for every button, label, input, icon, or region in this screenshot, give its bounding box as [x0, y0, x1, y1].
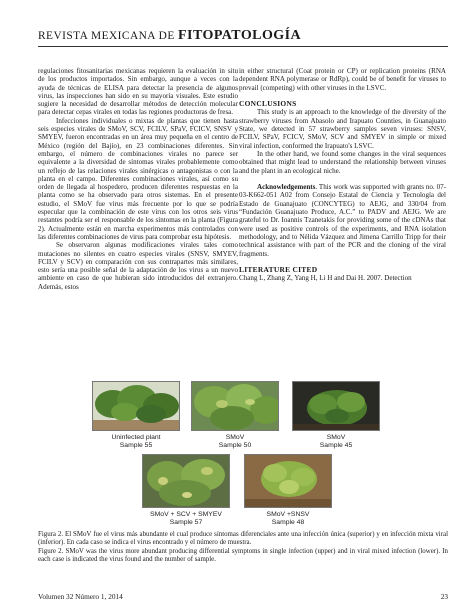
- reference-1: Chang L, Zhang Z, Yang H, Li H and Dai H. 2007. Detection: [239, 274, 412, 283]
- conclusions-paragraph-1: This study is an approach to the knowledge of the diversity of the strawberry viruses from Abasolo and Irapuato Counties, in Guanajuato State, we detected in 57 strawberry samples seven viruses: SNSV, FCILV, SPaV, FCICV, SMoV, SCV and SMYEV in simple or mixed viral infection, conformed the Irapuato's LSVC.: [239, 108, 446, 150]
- journal-title: [38, 28, 301, 44]
- page-number: 23: [440, 592, 448, 601]
- right-column: [239, 67, 446, 283]
- conclusions-paragraph-2: In the other hand, we found some changes in the viral sequences obtained that might lead to understand the relationship between viruses and the plant in an ecological niche.: [239, 149, 446, 175]
- panel-3-label: SMoV: [326, 434, 346, 441]
- journal-header: [38, 22, 448, 48]
- panel-1-caption: [90, 434, 182, 450]
- panel-4-sample: Sample 57: [169, 519, 203, 526]
- panel-5-label: SMoV +SNSV: [266, 511, 310, 518]
- figure-panel-smov-snsv-48: [240, 454, 336, 529]
- plant-photo-smov-snsv-48: [244, 454, 332, 508]
- panel-1-sample: Sample 55: [119, 442, 153, 449]
- panel-5-caption: [240, 511, 336, 527]
- plant-photo-mixed-57: [142, 454, 230, 508]
- left-paragraph-2: Infecciones individuales o mixtas de plantas que tienen hasta seis especies virales de SMoV, SCV, FCILV, SPaV, FCICV, SNSV y SMYEV, fueron encontradas en un área muy pequeña en el centro de México (región del Bajío), en 23 combinaciones diferentes. Sin embargo, el número de combinaciones virales no parece ser equivalente a la diversidad de síntomas virales probablemente como un reflejo de las relaciones virales sinérgicas o antagonistas o con la planta en el campo. Diferentes combinaciones virales, así como su orden de llegada al hospedero, producen diferentes respuestas en la planta como se ha observado para otros sistemas. En el presente estudio, el SMoV fue virus más frecuente por lo que se podría especular que la combinación de este virus con los otros seis virus restantes podría ser el responsable de los síntomas en la planta (Figura 2). Actualmente están en marcha experimentos más controlados con las diferentes combinaciones de virus para comprobar esta hipótesis.: [38, 116, 238, 241]
- plant-photo-smov-45: [292, 381, 380, 431]
- figure-caption-spanish: Figura 2. El SMoV fue el virus más abundante el cual produce síntomas diferenciales ante una infección única (superior) y en infección mixta viral (inferior). En cada caso se indica el virus encontrado y el número de muestra.: [38, 531, 448, 547]
- panel-3-sample: Sample 45: [319, 442, 353, 449]
- left-column: [38, 67, 238, 291]
- literature-cited-heading: LITERATURE CITED: [239, 265, 318, 275]
- acknowledgements-text: . This work was supported with grants no. 07-03-K662-051 A02 from Consejo Estatal de Ciencia y Tecnología del Estado de Guanajuato (CONCYTEG) to AEJG, and 330/04 from “Fundación Guanajuato Produce, A.C.” to PADV and AEJG. We are grateful to Dr. Ioannis Tzanetakis for providing some of the cDNAs that were used as positive controls of the experiments, and RNA isolation methodology, and to Nélida Vázquez and Jimena Carrillo Tripp for their technical assistance with part of the PCR and the cloning of the viral fragments.: [239, 183, 446, 258]
- figure-caption: [38, 531, 448, 564]
- panel-4-caption: [138, 511, 234, 527]
- figure-panel-smov-50: [189, 381, 281, 451]
- figure-panel-mixed-57: [138, 454, 234, 529]
- conclusions-heading: CONCLUSIONS: [239, 99, 297, 109]
- journal-prefix: REVISTA MEXICANA DE: [38, 30, 175, 42]
- panel-2-caption: [189, 434, 281, 450]
- figure-panel-smov-45: [288, 381, 384, 451]
- panel-2-label: SMoV: [225, 434, 245, 441]
- right-paragraph-1: in either structural (Coat protein or CP) or replication proteins (RNA dependent RNA polymerase or RdRp), could be of benefit for viruses to prevail (competing) with other viruses in the LSVC.: [239, 67, 446, 92]
- acknowledgements-title: Acknowledgements: [257, 183, 316, 192]
- panel-5-sample: Sample 48: [271, 519, 305, 526]
- journal-name: FITOPATOLOGÍA: [178, 28, 302, 43]
- left-paragraph-3: Se observaron algunas modificaciones virales tales como mutaciones no silentes en cuatro especies virales (SNSV, SMYEV, FCILV y SCV) en comparación con sus contrapartes más similares, esto sería una posible señal de la adaptación de los virus a un nuevo ambiente en caso de que hubieran sido introducidos del extranjero. Además, estos: [38, 241, 238, 291]
- panel-4-label: SMoV + SCV + SMYEV: [150, 511, 222, 518]
- plant-photo-uninfected: [92, 381, 180, 431]
- acknowledgements-paragraph: [239, 183, 446, 258]
- issue-info: Volumen 32 Número 1, 2014: [38, 592, 123, 601]
- header-rule: [38, 46, 448, 47]
- plant-photo-smov-50: [191, 381, 279, 431]
- figure-caption-english: Figure 2. SMoV was the virus more abundant producing differential symptoms in single infection (upper) and in viral mixed infection (lower). In each case is indicated the virus found and the number of sample.: [38, 547, 448, 563]
- left-paragraph-1: regulaciones fitosanitarias mexicanas requieren la evaluación in situ de los productos importados. Sin embargo, aunque a veces con la ayuda de técnicas de ELISA para detectar la presencia de algunos virus, las inspecciones han sido en su mayoría visuales. Este estudio sugiere la necesidad de desarrollar métodos de detección molecular para detectar cepas virales en todas las regiones productoras de fresa.: [38, 67, 238, 117]
- panel-3-caption: [288, 434, 384, 450]
- panel-2-sample: Sample 50: [218, 442, 252, 449]
- figure-panel-uninfected: [90, 381, 182, 451]
- panel-1-label: Uninfected plant: [111, 434, 161, 441]
- figure-2: [90, 381, 384, 529]
